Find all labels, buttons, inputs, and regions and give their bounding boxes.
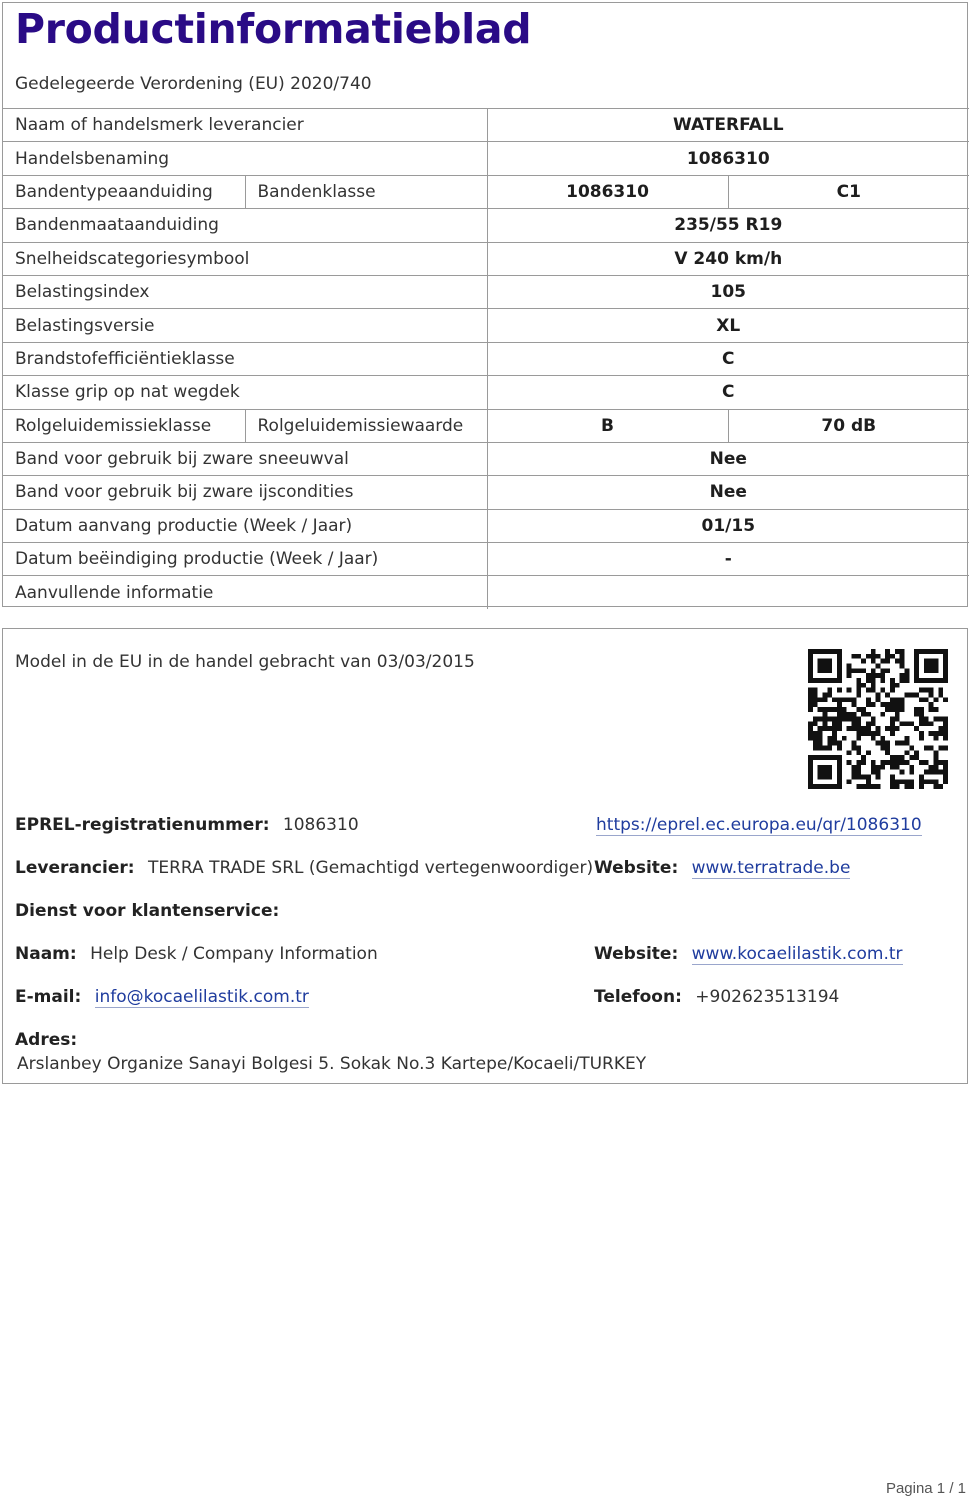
row-label: Naam of handelsmerk leverancier	[3, 109, 487, 142]
row-value: Nee	[487, 476, 969, 509]
row-value: 1086310	[487, 175, 728, 208]
row-label: Band voor gebruik bij zware ijscondities	[3, 476, 487, 509]
row-label: Bandentypeaanduiding	[3, 175, 245, 208]
row-value: C	[487, 342, 969, 375]
table-row	[3, 376, 969, 409]
table-row	[3, 543, 969, 576]
service-name-row	[15, 944, 378, 964]
table-row	[3, 142, 969, 175]
row-value: 1086310	[487, 142, 969, 175]
supplier-label: Leverancier:	[15, 858, 135, 878]
qr-code-icon[interactable]	[808, 649, 948, 789]
row-value	[487, 576, 969, 609]
row-label-secondary: Bandenklasse	[245, 175, 487, 208]
table-row	[3, 242, 969, 275]
table-row	[3, 509, 969, 542]
row-label: Belastingsversie	[3, 309, 487, 342]
eprel-label: EPREL-registratienummer:	[15, 815, 270, 835]
eprel-row	[15, 815, 359, 835]
table-row	[3, 309, 969, 342]
row-value: C	[487, 376, 969, 409]
row-label: Datum beëindiging productie (Week / Jaar)	[3, 543, 487, 576]
row-value-secondary: 70 dB	[728, 409, 969, 442]
email-label: E-mail:	[15, 987, 82, 1007]
phone-row	[594, 987, 839, 1007]
table-row	[3, 409, 969, 442]
row-value: XL	[487, 309, 969, 342]
phone-value: +902623513194	[695, 987, 840, 1007]
table-row	[3, 175, 969, 208]
specification-table	[3, 108, 969, 609]
row-value: 235/55 R19	[487, 209, 969, 242]
table-row	[3, 209, 969, 242]
customer-service-heading: Dienst voor klantenservice:	[15, 901, 280, 921]
row-label: Brandstofefficiëntieklasse	[3, 342, 487, 375]
address-label-row	[15, 1030, 85, 1050]
service-website-label: Website:	[594, 944, 679, 964]
eprel-number: 1086310	[282, 815, 359, 835]
address-label: Adres:	[15, 1030, 78, 1050]
supplier-value: TERRA TRADE SRL (Gemachtigd vertegenwoordiger)	[147, 858, 594, 878]
email-link[interactable]: info@kocaelilastik.com.tr	[94, 987, 309, 1007]
row-label: Rolgeluidemissieklasse	[3, 409, 245, 442]
row-label: Snelheidscategoriesymbool	[3, 242, 487, 275]
service-website-link[interactable]: www.kocaelilastik.com.tr	[691, 944, 903, 964]
row-label-secondary: Rolgeluidemissiewaarde	[245, 409, 487, 442]
eprel-link[interactable]: https://eprel.ec.europa.eu/qr/1086310	[596, 815, 922, 835]
regulation-subtitle: Gedelegeerde Verordening (EU) 2020/740	[15, 74, 372, 94]
table-row	[3, 476, 969, 509]
row-label: Handelsbenaming	[3, 142, 487, 175]
supplier-website-row	[594, 858, 850, 878]
table-row	[3, 442, 969, 475]
row-value: 01/15	[487, 509, 969, 542]
row-value: -	[487, 543, 969, 576]
model-market-date: Model in de EU in de handel gebracht van 03/03/2015	[15, 652, 475, 672]
row-label: Bandenmaataanduiding	[3, 209, 487, 242]
row-label: Belastingsindex	[3, 275, 487, 308]
email-row	[15, 987, 309, 1007]
table-row	[3, 275, 969, 308]
row-value: Nee	[487, 442, 969, 475]
row-label: Aanvullende informatie	[3, 576, 487, 609]
row-value: B	[487, 409, 728, 442]
service-website-row	[594, 944, 903, 964]
name-value: Help Desk / Company Information	[90, 944, 378, 964]
page-number: Pagina 1 / 1	[885, 1480, 966, 1497]
row-label: Datum aanvang productie (Week / Jaar)	[3, 509, 487, 542]
table-row	[3, 576, 969, 609]
supplier-website-label: Website:	[594, 858, 679, 878]
supplier-info-panel	[2, 628, 968, 1084]
table-row	[3, 109, 969, 142]
service-heading-row	[15, 901, 287, 921]
address-value: Arslanbey Organize Sanayi Bolgesi 5. Sokak No.3 Kartepe/Kocaeli/TURKEY	[17, 1054, 647, 1074]
specification-panel	[2, 2, 968, 607]
row-label: Klasse grip op nat wegdek	[3, 376, 487, 409]
name-label: Naam:	[15, 944, 77, 964]
row-value: 105	[487, 275, 969, 308]
row-value: WATERFALL	[487, 109, 969, 142]
supplier-row	[15, 858, 593, 878]
phone-label: Telefoon:	[594, 987, 682, 1007]
row-value: V 240 km/h	[487, 242, 969, 275]
supplier-website-link[interactable]: www.terratrade.be	[691, 858, 851, 878]
table-row	[3, 342, 969, 375]
eprel-url-row	[596, 815, 922, 835]
page-title: Productinformatieblad	[15, 5, 532, 53]
row-label: Band voor gebruik bij zware sneeuwval	[3, 442, 487, 475]
row-value-secondary: C1	[728, 175, 969, 208]
